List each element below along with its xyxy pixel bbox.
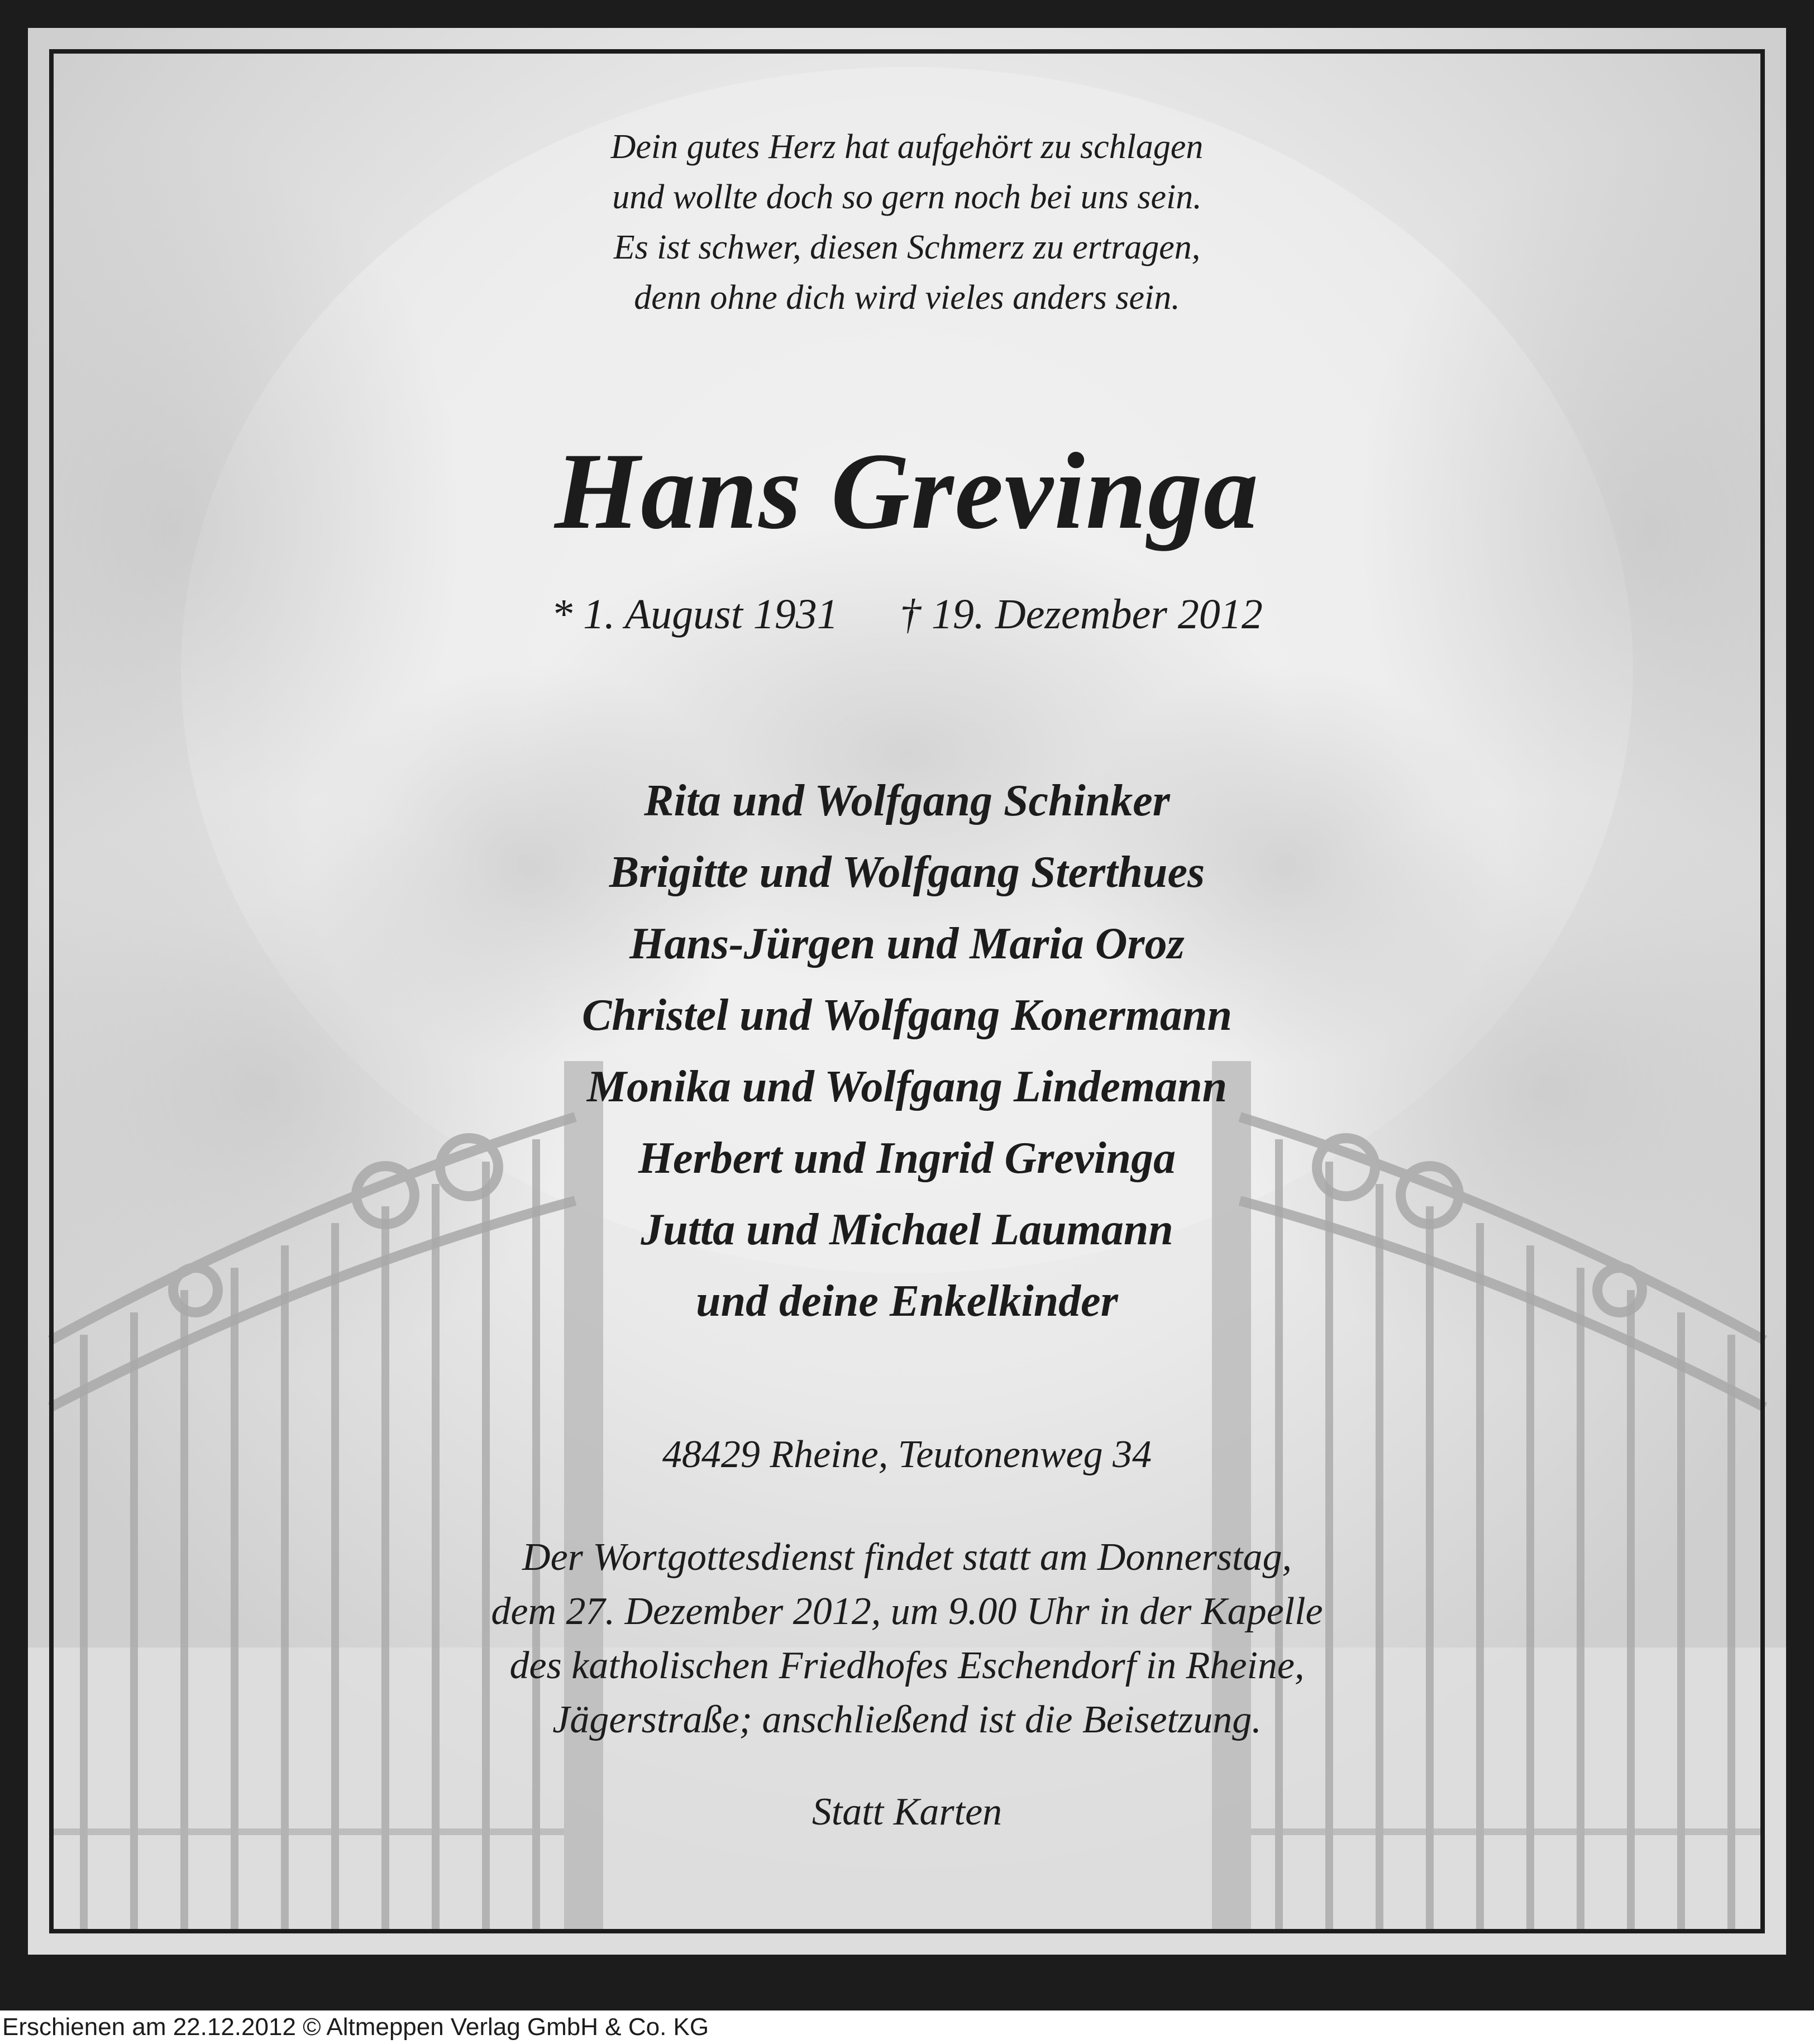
poem-line: und wollte doch so gern noch bei uns sein. — [612, 178, 1202, 216]
poem-line: denn ohne dich wird vieles anders sein. — [634, 279, 1180, 317]
mourner-line: Rita und Wolfgang Schinker — [644, 776, 1170, 825]
mourner-line: und deine Enkelkinder — [696, 1277, 1118, 1326]
obituary-content — [28, 28, 1786, 1955]
family-address: 48429 Rheine, Teutonenweg 34 — [662, 1433, 1152, 1476]
mourner-line: Brigitte und Wolfgang Sterthues — [609, 848, 1205, 897]
service-line: Der Wortgottesdienst findet statt am Donnerstag, — [522, 1536, 1292, 1579]
obituary-panel — [28, 28, 1786, 1955]
closing-note: Statt Karten — [811, 1790, 1003, 1833]
publication-credit: Erschienen am 22.12.2012 © Altmeppen Verlag GmbH & Co. KG — [2, 2013, 709, 2041]
mourner-line: Monika und Wolfgang Lindemann — [586, 1062, 1228, 1111]
service-info — [28, 1530, 1786, 1747]
service-line: Jägerstraße; anschließend ist die Beisetzung. — [552, 1698, 1262, 1741]
mourner-line: Herbert und Ingrid Grevinga — [638, 1134, 1176, 1183]
poem — [28, 122, 1786, 323]
poem-line: Es ist schwer, diesen Schmerz zu ertragen, — [613, 228, 1201, 266]
deceased-name: Hans Grevinga — [554, 431, 1259, 552]
mourner-line: Christel und Wolfgang Konermann — [581, 991, 1233, 1040]
service-line: des katholischen Friedhofes Eschendorf in Rheine, — [509, 1644, 1305, 1687]
birth-date: * 1. August 1931 — [551, 591, 838, 638]
mourner-line: Jutta und Michael Laumann — [641, 1205, 1173, 1254]
mourner-line: Hans-Jürgen und Maria Oroz — [629, 919, 1185, 968]
mourners-list — [28, 765, 1786, 1337]
poem-line: Dein gutes Herz hat aufgehört zu schlagen — [610, 128, 1204, 166]
service-line: dem 27. Dezember 2012, um 9.00 Uhr in der Kapelle — [491, 1590, 1323, 1633]
life-dates — [28, 586, 1786, 642]
death-date: † 19. Dezember 2012 — [899, 591, 1263, 638]
